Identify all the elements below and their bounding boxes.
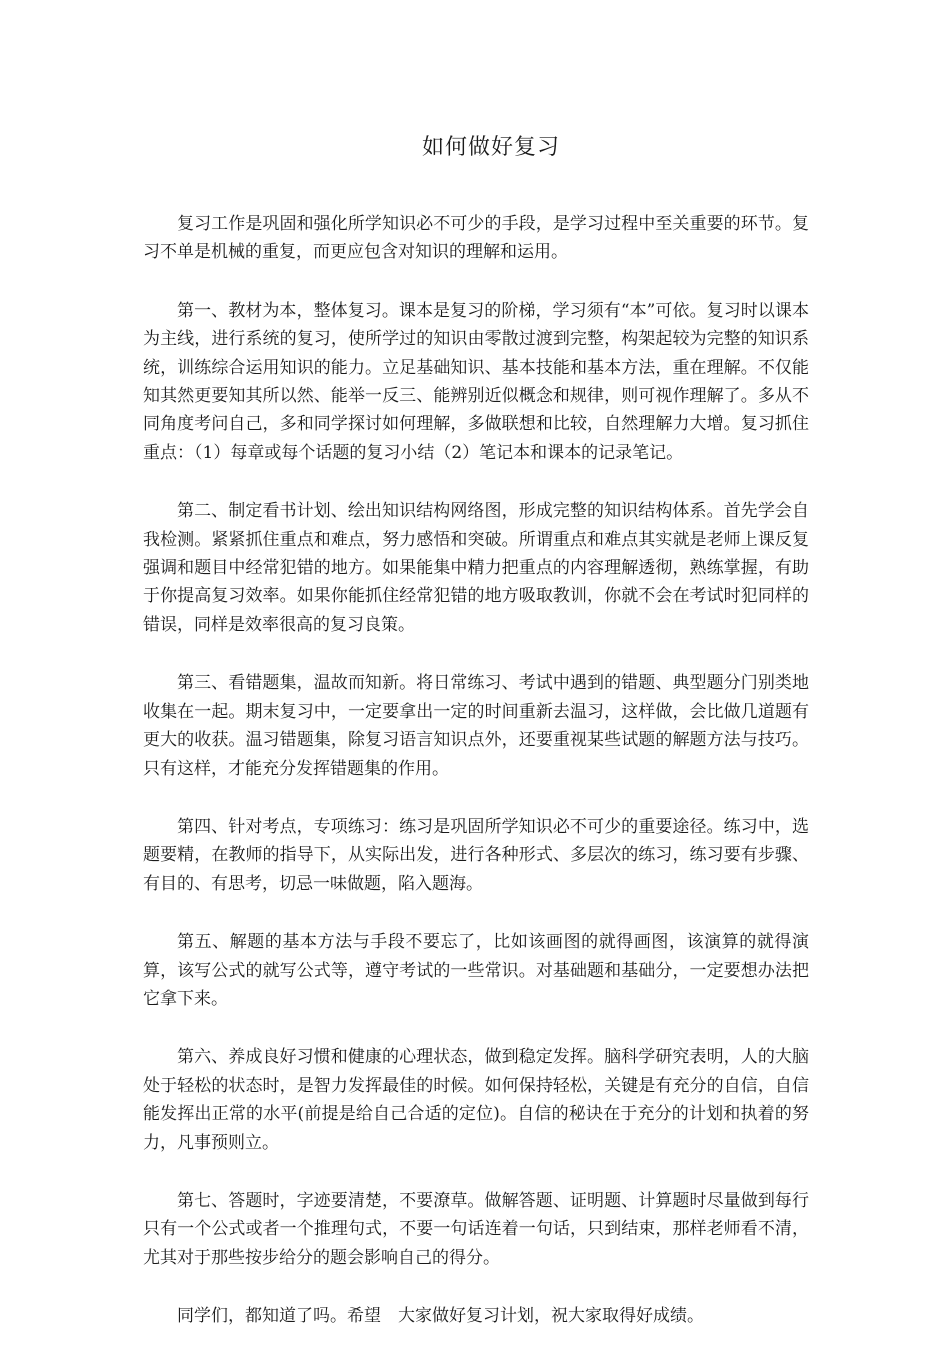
paragraph-point-6: 第六、养成良好习惯和健康的心理状态，做到稳定发挥。脑科学研究表明，人的大脑处于轻松的状态时，是智力发挥最佳的时候。如何保持轻松，关键是有充分的自信，自信能发挥出正常的水平(前提是给自己合适的定位)。自信的秘诀在于充分的计划和执着的努力，凡事预则立。 [143,1047,809,1153]
document-body [143,128,809,1361]
paragraph-closing: 同学们，都知道了吗。希望 大家做好复习计划，祝大家取得好成绩。 [177,1306,704,1327]
paragraph-point-3: 第三、看错题集，温故而知新。将日常练习、考试中遇到的错题、典型题分门别类地收集在一起。期末复习中，一定要拿出一定的时间重新去温习，这样做，会比做几道题有更大的收获。温习错题集，除复习语言知识点外，还要重视某些试题的解题方法与技巧。只有这样，才能充分发挥错题集的作用。 [143,673,809,779]
page-title: 如何做好复习 [421,135,560,160]
paragraph-point-4: 第四、针对考点，专项练习：练习是巩固所学知识必不可少的重要途径。练习中，选题要精，在教师的指导下，从实际出发，进行各种形式、多层次的练习，练习要有步骤、有目的、有思考，切忌一味做题，陷入题海。 [143,816,809,894]
paragraph-intro: 复习工作是巩固和强化所学知识必不可少的手段，是学习过程中至关重要的环节。复习不单是机械的重复，而更应包含对知识的理解和运用。 [143,214,809,263]
paragraph-point-7: 第七、答题时，字迹要清楚，不要潦草。做解答题、证明题、计算题时尽量做到每行只有一个公式或者一个推理句式，不要一句话连着一句话，只到结束，那样老师看不清，尤其对于那些按步给分的题会影响自己的得分。 [143,1190,809,1268]
paragraph-point-5: 第五、解题的基本方法与手段不要忘了，比如该画图的就得画图，该演算的就得演算，该写公式的就写公式等，遵守考试的一些常识。对基础题和基础分，一定要想办法把它拿下来。 [143,932,809,1009]
paragraph-point-2: 第二、制定看书计划、绘出知识结构网络图，形成完整的知识结构体系。首先学会自我检测。紧紧抓住重点和难点，努力感悟和突破。所谓重点和难点其实就是老师上课反复强调和题目中经常犯错的地方。如果能集中精力把重点的内容理解透彻，熟练掌握，有助于你提高复习效率。如果你能抓住经常犯错的地方吸取教训，你就不会在考试时犯同样的错误，同样是效率很高的复习良策。 [143,501,809,635]
paragraph-point-1: 第一、教材为本，整体复习。课本是复习的阶梯，学习须有“本”可依。复习时以课本为主线，进行系统的复习，使所学过的知识由零散过渡到完整，构架起较为完整的知识系统，训练综合运用知识的能力。立足基础知识、基本技能和基本方法，重在理解。不仅能知其然更要知其所以然、能举一反三、能辨别近似概念和规律，则可视作理解了。多从不同角度考问自己，多和同学探讨如何理解，多做联想和比较，自然理解力大增。复习抓住重点：（1）每章或每个话题的复习小结（2）笔记本和课本的记录笔记。 [143,300,809,463]
